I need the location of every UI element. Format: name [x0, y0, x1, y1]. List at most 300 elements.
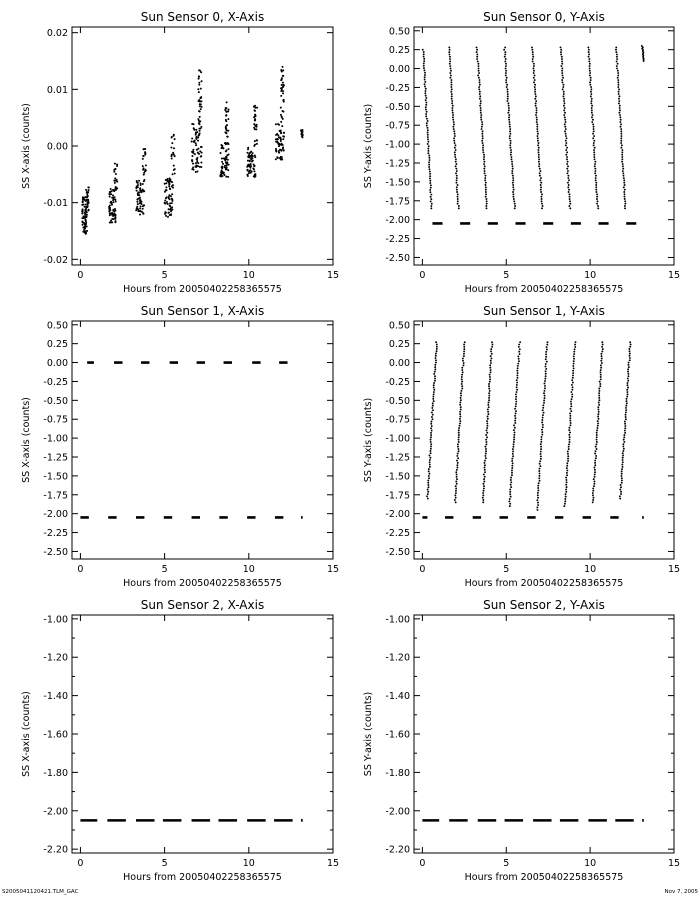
data-point [628, 348, 630, 350]
data-point [86, 225, 88, 227]
data-point [519, 341, 521, 343]
data-point [509, 128, 511, 130]
data-point [461, 388, 463, 390]
data-point [510, 477, 512, 479]
data-point [622, 443, 624, 445]
data-point [539, 175, 541, 177]
data-point [484, 177, 486, 179]
data-point [533, 70, 535, 72]
data-point [451, 93, 453, 95]
data-point [624, 432, 626, 434]
data-point [565, 479, 567, 481]
data-point [459, 402, 461, 404]
data-point [624, 189, 626, 191]
data-point [561, 72, 563, 74]
plot-frame [414, 321, 674, 559]
data-point [629, 353, 631, 355]
data-point [507, 112, 509, 114]
data-point [250, 151, 252, 153]
data-point [566, 156, 568, 158]
data-point [227, 169, 229, 171]
data-point [538, 477, 540, 479]
data-point [455, 487, 457, 489]
data-point [283, 149, 285, 151]
data-point [504, 56, 506, 58]
data-point [516, 379, 518, 381]
data-point [536, 116, 538, 118]
data-point [136, 190, 138, 192]
data-point [566, 172, 568, 174]
data-point [112, 194, 114, 196]
data-point [508, 114, 510, 116]
data-point [565, 140, 567, 142]
y-tick-label: 0.00 [46, 141, 68, 153]
data-point [454, 499, 456, 501]
data-point [142, 212, 144, 214]
data-point [628, 366, 630, 368]
data-point [451, 107, 453, 109]
data-point [425, 113, 427, 115]
data-point [563, 91, 565, 93]
data-point [167, 203, 169, 205]
data-point [81, 221, 83, 223]
data-point [279, 130, 281, 132]
data-point [508, 116, 510, 118]
y-tick-label: -1.20 [43, 652, 68, 664]
data-point [599, 383, 601, 385]
data-point [487, 404, 489, 406]
data-point [601, 355, 603, 357]
data-point [488, 397, 490, 399]
data-point [449, 58, 451, 60]
data-point [454, 133, 456, 135]
y-tick-label: -1.00 [43, 614, 68, 626]
data-point [532, 58, 534, 60]
data-point [114, 177, 116, 179]
data-point [621, 149, 623, 151]
data-point [168, 194, 170, 196]
data-point [593, 483, 595, 485]
data-point [449, 63, 451, 65]
data-point [277, 142, 279, 144]
data-point [281, 125, 283, 127]
data-point [250, 172, 252, 174]
data-point [512, 179, 514, 181]
data-point [169, 202, 171, 204]
y-tick-label: -2.25 [385, 528, 410, 540]
data-point [566, 137, 568, 139]
data-point [424, 83, 426, 85]
x-axis-label: Hours from 20050402258365575 [464, 872, 624, 883]
data-point [166, 201, 168, 203]
data-point [532, 51, 534, 53]
data-point [139, 182, 141, 184]
data-point [224, 142, 226, 144]
data-point [226, 168, 228, 170]
data-point [598, 411, 600, 413]
data-point [142, 208, 144, 210]
data-point [626, 391, 628, 393]
data-point [538, 156, 540, 158]
data-point [428, 166, 430, 168]
data-point [564, 107, 566, 109]
data-point [428, 161, 430, 163]
data-point [458, 441, 460, 443]
data-point [254, 155, 256, 157]
data-point [620, 133, 622, 135]
data-point [626, 389, 628, 391]
data-point [433, 387, 435, 389]
y-tick-label: 0.00 [388, 64, 410, 76]
data-point [567, 451, 569, 453]
data-point [600, 353, 602, 355]
data-point [621, 464, 623, 466]
data-point [535, 107, 537, 109]
data-point [565, 496, 567, 498]
data-point [597, 409, 599, 411]
data-point [564, 119, 566, 121]
data-point [198, 75, 200, 77]
data-point [484, 476, 486, 478]
data-point [596, 436, 598, 438]
data-point [538, 165, 540, 167]
data-point [140, 199, 142, 201]
data-point [624, 423, 626, 425]
x-tick-label: 5 [503, 564, 510, 575]
data-point [227, 142, 229, 144]
data-point [432, 405, 434, 407]
data-point [510, 481, 512, 483]
data-point [511, 458, 513, 460]
data-point [490, 357, 492, 359]
y-tick-label: -1.80 [385, 767, 410, 779]
data-point [508, 107, 510, 109]
data-point [226, 124, 228, 126]
data-point [595, 450, 597, 452]
data-point [568, 189, 570, 191]
data-point [540, 455, 542, 457]
data-point [278, 152, 280, 154]
data-point [280, 107, 282, 109]
data-point [168, 197, 170, 199]
data-point [454, 156, 456, 158]
data-point [619, 489, 621, 491]
data-point [256, 107, 258, 109]
data-point [453, 128, 455, 130]
data-point [512, 196, 514, 198]
data-cluster [300, 129, 304, 138]
data-point [512, 193, 514, 195]
data-point [485, 450, 487, 452]
data-point [569, 203, 571, 205]
data-point [429, 455, 431, 457]
data-point [226, 165, 228, 167]
data-point [481, 126, 483, 128]
data-point [109, 205, 111, 207]
data-point [225, 107, 227, 109]
data-point [623, 436, 625, 438]
data-streak [426, 341, 438, 499]
data-point [461, 376, 463, 378]
data-point [430, 436, 432, 438]
data-streak [454, 341, 466, 503]
data-point [482, 137, 484, 139]
data-point [621, 144, 623, 146]
data-point [490, 350, 492, 352]
data-point [280, 87, 282, 89]
data-point [457, 462, 459, 464]
data-point [512, 175, 514, 177]
data-point [590, 95, 592, 97]
data-point [618, 93, 620, 95]
data-point [481, 133, 483, 135]
data-point [536, 135, 538, 137]
data-point [454, 142, 456, 144]
data-point [546, 348, 548, 350]
data-point [597, 425, 599, 427]
data-point [112, 199, 114, 201]
data-point [227, 136, 229, 138]
data-point [505, 70, 507, 72]
data-point [256, 143, 258, 145]
data-point [566, 465, 568, 467]
data-point [508, 119, 510, 121]
x-axis-label: Hours from 20050402258365575 [123, 872, 282, 883]
data-point [454, 135, 456, 137]
data-point [510, 484, 512, 486]
data-cluster [224, 101, 229, 145]
y-tick-label: -0.25 [43, 376, 68, 388]
data-point [517, 367, 519, 369]
data-point [84, 196, 86, 198]
data-point [171, 202, 173, 204]
data-point [594, 172, 596, 174]
data-point [617, 86, 619, 88]
data-point [593, 485, 595, 487]
data-point [620, 130, 622, 132]
data-point [511, 467, 513, 469]
data-point [596, 441, 598, 443]
data-point [617, 81, 619, 83]
data-point [627, 382, 629, 384]
data-point [461, 385, 463, 387]
data-point [516, 386, 518, 388]
data-point [533, 65, 535, 67]
y-tick-label: -1.25 [385, 158, 410, 170]
data-point [512, 446, 514, 448]
data-point [433, 382, 435, 384]
data-point [570, 401, 572, 403]
data-point [484, 446, 486, 448]
data-point [620, 142, 622, 144]
data-point [567, 165, 569, 167]
data-point [617, 63, 619, 65]
data-point [486, 432, 488, 434]
data-point [198, 99, 200, 101]
data-point [482, 135, 484, 137]
data-point [82, 201, 84, 203]
data-point [112, 214, 114, 216]
data-point [140, 210, 142, 212]
data-point [426, 122, 428, 124]
data-point [456, 460, 458, 462]
data-point [509, 493, 511, 495]
data-point [480, 114, 482, 116]
data-point [618, 91, 620, 93]
data-point [483, 168, 485, 170]
data-point [482, 497, 484, 499]
data-point [87, 206, 89, 208]
data-point [515, 393, 517, 395]
data-point [171, 209, 173, 211]
data-point [174, 138, 176, 140]
data-point [254, 173, 256, 175]
data-point [509, 491, 511, 493]
data-point [539, 168, 541, 170]
data-point [565, 135, 567, 137]
data-point [486, 436, 488, 438]
data-point [199, 121, 201, 123]
data-point [568, 443, 570, 445]
data-point [194, 153, 196, 155]
data-point [435, 359, 437, 361]
data-point [541, 434, 543, 436]
data-point [253, 106, 255, 108]
data-point [173, 169, 175, 171]
data-point [171, 198, 173, 200]
data-point [511, 161, 513, 163]
data-point [593, 149, 595, 151]
data-point [115, 189, 117, 191]
data-point [199, 123, 201, 125]
data-point [451, 102, 453, 104]
data-point [564, 123, 566, 125]
data-point [541, 193, 543, 195]
data-point [460, 397, 462, 399]
data-point [621, 475, 623, 477]
data-point [199, 103, 201, 105]
y-tick-label: -2.20 [43, 844, 68, 856]
x-tick-label: 15 [326, 858, 340, 869]
y-tick-label: 0.50 [388, 26, 410, 38]
data-point [566, 486, 568, 488]
data-point [537, 487, 539, 489]
data-point [143, 179, 145, 181]
data-point [566, 168, 568, 170]
data-point [589, 70, 591, 72]
data-point [225, 120, 227, 122]
data-point [518, 346, 520, 348]
data-point [626, 400, 628, 402]
data-point [484, 455, 486, 457]
data-point [280, 150, 282, 152]
data-point [427, 120, 429, 122]
data-point [479, 105, 481, 107]
data-point [275, 123, 277, 125]
data-point [569, 207, 571, 209]
y-tick-label: 0.01 [46, 84, 68, 96]
data-point [569, 441, 571, 443]
data-point [430, 452, 432, 454]
data-point [615, 46, 617, 48]
data-point [224, 109, 226, 111]
data-point [567, 182, 569, 184]
data-point [616, 53, 618, 55]
data-point [426, 111, 428, 113]
chart-panel-1 [363, 10, 680, 295]
data-cluster [142, 148, 147, 176]
data-point [481, 123, 483, 125]
data-point [592, 501, 594, 503]
data-point [485, 196, 487, 198]
data-point [567, 458, 569, 460]
chart-title: Sun Sensor 2, X-Axis [140, 598, 265, 612]
data-point [463, 350, 465, 352]
data-point [247, 160, 249, 162]
y-tick-label: -2.00 [385, 509, 410, 521]
data-point [540, 438, 542, 440]
data-point [173, 134, 175, 136]
data-point [169, 179, 171, 181]
data-point [282, 69, 284, 71]
data-point [566, 481, 568, 483]
data-point [515, 410, 517, 412]
data-point [276, 133, 278, 135]
data-point [427, 131, 429, 133]
data-point [573, 367, 575, 369]
data-point [485, 457, 487, 459]
data-streak [531, 46, 544, 209]
x-tick-label: 15 [326, 564, 340, 575]
data-point [252, 168, 254, 170]
data-point [481, 121, 483, 123]
data-point [600, 364, 602, 366]
y-tick-label: 0.25 [388, 339, 410, 351]
data-point [545, 351, 547, 353]
data-point [514, 203, 516, 205]
data-streak [476, 46, 488, 209]
data-point [487, 413, 489, 415]
data-point [427, 489, 429, 491]
data-point [596, 196, 598, 198]
data-point [198, 84, 200, 86]
data-point [463, 348, 465, 350]
data-point [593, 478, 595, 480]
data-point [597, 205, 599, 207]
data-point [108, 208, 110, 210]
data-point [512, 177, 514, 179]
data-point [223, 157, 225, 159]
data-point [626, 398, 628, 400]
data-point [517, 363, 519, 365]
data-point [602, 344, 604, 346]
data-point [482, 149, 484, 151]
y-tick-label: 0.02 [46, 28, 68, 40]
y-tick-label: -2.00 [385, 806, 410, 818]
data-point [435, 355, 437, 357]
data-point [430, 448, 432, 450]
data-point [513, 441, 515, 443]
data-point [617, 77, 619, 79]
data-point [624, 184, 626, 186]
data-point [430, 439, 432, 441]
data-point [569, 436, 571, 438]
data-point [567, 177, 569, 179]
data-point [246, 166, 248, 168]
data-point [457, 457, 459, 459]
data-point [546, 344, 548, 346]
data-point [173, 153, 175, 155]
